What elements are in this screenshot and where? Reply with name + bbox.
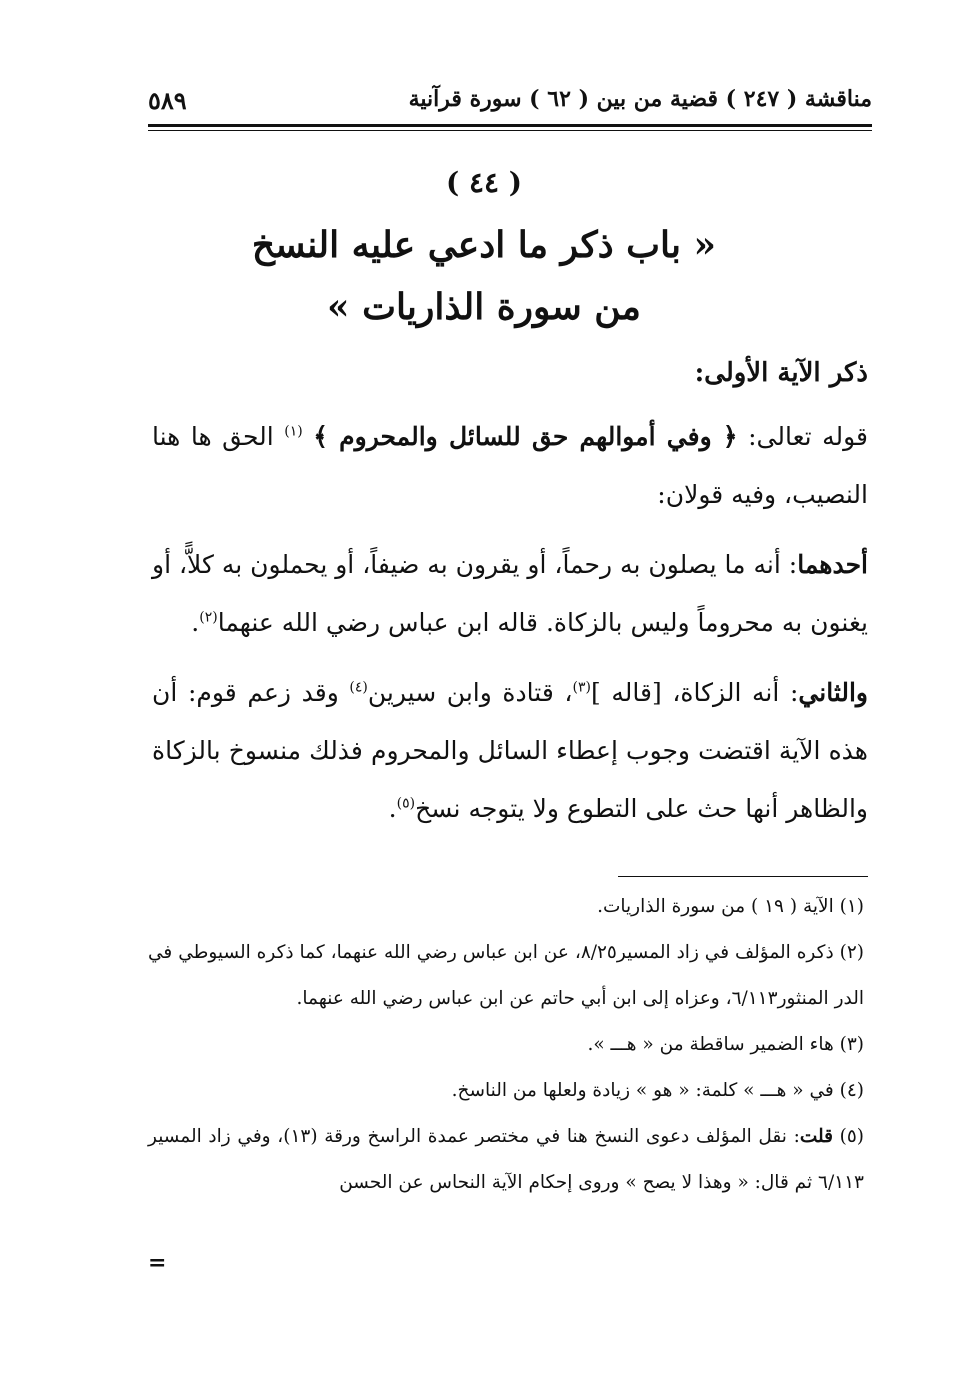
footnote-5 [148,1114,864,1206]
footnote-1: (١) الآية ( ١٩ ) من سورة الذاريات. [597,896,864,917]
continuation-mark: = [148,1250,167,1276]
chapter-title-line-2: من سورة الذاريات » [327,286,641,328]
paragraph-2-text: : أنه ما يصلون به رحماً، أو يقرون به ضيفاً، أو يحملون به كلاًّ، أو يغنون به محروماً وليس بالزكاة. قاله ابن عباس رضي الله عنهما [152,550,868,637]
paragraph-2-end: . [191,608,200,637]
header-rule-thin [148,130,872,131]
paragraph-3-text-c: وقد زعم قوم: أن هذه الآية اقتضت وجوب إعطاء السائل والمحروم فذلك منسوخ بالزكاة والظاهر أنها حث على التطوع ولا يتوجه نسخ [152,678,868,823]
paragraph-3 [152,664,868,838]
quran-verse: ﴿ وفي أموالهم حق للسائل والمحروم ﴾ [313,422,738,451]
page-number: ٥٨٩ [148,86,187,115]
paragraph-3-end: . [388,794,397,823]
footnote-5-lead: قلت [799,1126,833,1147]
paragraph-1 [152,408,868,524]
footnote-ref-5: (٥) [396,795,416,812]
paragraph-2 [152,536,868,652]
paragraph-1-text: الحق ها هنا النصيب، وفيه قولان: [152,422,868,509]
footnote-separator [618,876,868,877]
footnote-ref-2: (٢) [199,609,218,626]
footnote-ref-1: (١) [284,423,303,440]
header-rule-thick [148,124,872,127]
main-text [152,408,868,838]
footnote-5-number: (٥) [832,1126,864,1147]
paragraph-3-text-a: : أنه الزكاة، [قاله ] [590,678,799,707]
footnotes [148,884,864,1206]
paragraph-3-text-b: ، قتادة وابن سيرين [367,678,573,707]
section-heading: ذكر الآية الأولى: [694,358,868,388]
footnote-ref-4: (٤) [349,679,368,696]
chapter-title-line-1: « باب ذكر ما ادعي عليه النسخ [251,224,717,266]
footnote-4: (٤) في « هـــ » كلمة: « هو » زيادة ولعلها من الناسخ. [451,1080,864,1101]
footnote-2: (٢) ذكره المؤلف في زاد المسير٨/٢٥، عن ابن عباس رضي الله عنهما، كما ذكره السيوطي في الدر المنثور٦/١١٣، وعزاه إلى ابن أبي حاتم عن ابن عباس رضي الله عنهما. [148,942,864,1009]
chapter-number: ( ٤٤ ) [445,166,523,199]
running-title: مناقشة ( ٢٤٧ ) قضية من بين ( ٦٢ ) سورة قرآنية [408,86,872,112]
paragraph-1-lead: قوله تعالى: [737,422,869,451]
footnote-ref-3: (٣) [572,679,591,696]
page-header [148,84,872,128]
paragraph-2-lead: أحدهما [797,550,868,579]
footnote-5-text: : نقل المؤلف دعوى النسخ هنا في مختصر عمدة الراسخ ورقة (١٣)، وفي زاد المسير ٦/١١٣ ثم قال: « وهذا لا يصح » وروى إحكام الآية النحاس عن الحسن [148,1126,864,1193]
footnote-3: (٣) هاء الضمير ساقطة من « هـــ ». [587,1034,864,1055]
paragraph-3-lead: والثاني [798,678,868,707]
